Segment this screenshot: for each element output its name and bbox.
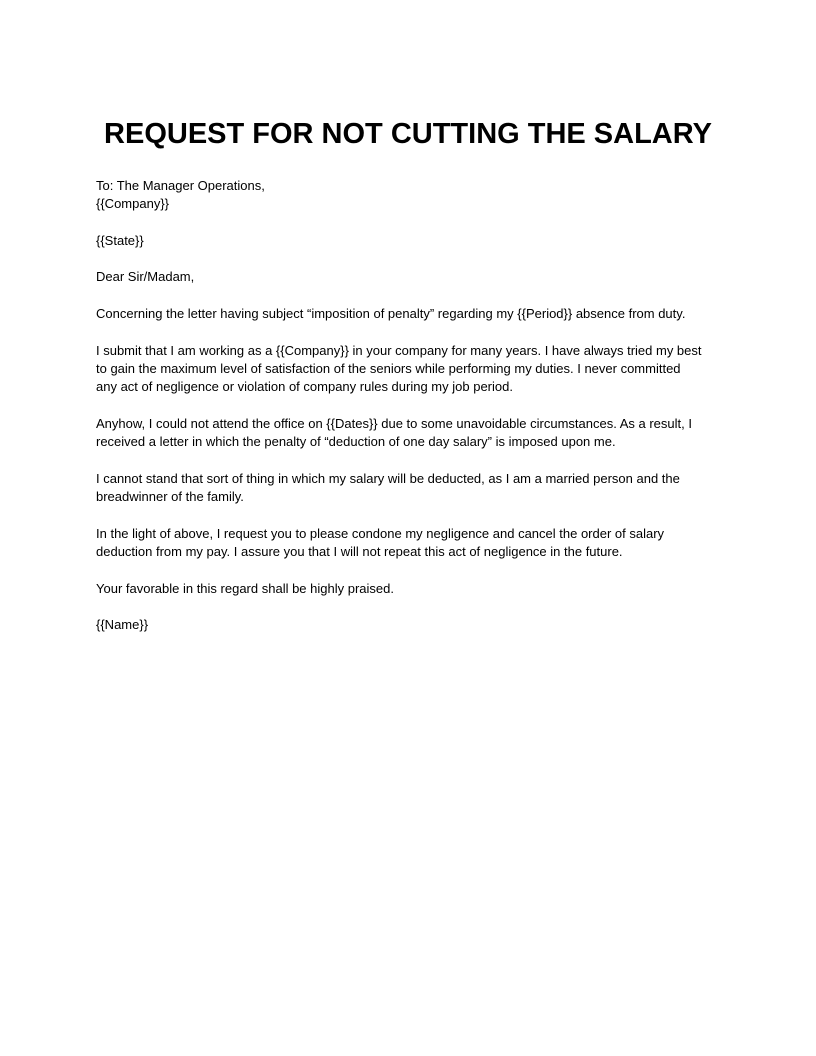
recipient-state: {{State}}: [96, 232, 144, 248]
letter-body: [96, 177, 726, 634]
paragraph-line: any act of negligence or violation of company rules during my job period.: [96, 379, 513, 395]
paragraph-line: Your favorable in this regard shall be highly praised.: [96, 580, 394, 596]
paragraph-request: [96, 525, 726, 562]
paragraph-hardship: [96, 470, 726, 507]
paragraph-employment: [96, 342, 726, 397]
signature-block: [96, 616, 726, 634]
salutation: [96, 268, 726, 286]
paragraph-line: received a letter in which the penalty of “deduction of one day salary” is imposed upon me.: [96, 434, 616, 450]
paragraph-line: In the light of above, I request you to please condone my negligence and cancel the order of salary: [96, 525, 665, 541]
signature-name: {{Name}}: [96, 617, 149, 633]
recipient-line: To: The Manager Operations,: [96, 178, 265, 193]
salutation-text: Dear Sir/Madam,: [96, 269, 195, 285]
paragraph-closing: [96, 580, 726, 598]
recipient-state-block: [96, 232, 726, 250]
paragraph-line: Anyhow, I could not attend the office on {{Dates}} due to some unavoidable circumstances. As a result, I: [96, 415, 692, 431]
letter-title: REQUEST FOR NOT CUTTING THE SALARY: [104, 118, 712, 150]
paragraph-subject: [96, 305, 726, 323]
paragraph-line: breadwinner of the family.: [96, 489, 244, 505]
paragraph-absence: [96, 415, 726, 452]
paragraph-line: deduction from my pay. I assure you that I will not repeat this act of negligence in the future.: [96, 543, 623, 559]
paragraph-line: I cannot stand that sort of thing in which my salary will be deducted, as I am a married person and the: [96, 470, 680, 486]
paragraph-line: Concerning the letter having subject “imposition of penalty” regarding my {{Period}} absence from duty.: [96, 306, 686, 322]
paragraph-line: to gain the maximum level of satisfaction of the seniors while performing my duties. I never committed: [96, 360, 681, 376]
recipient-block: [96, 177, 726, 214]
paragraph-line: I submit that I am working as a {{Company}} in your company for many years. I have always tried my best: [96, 342, 702, 358]
recipient-company: {{Company}}: [96, 196, 170, 212]
